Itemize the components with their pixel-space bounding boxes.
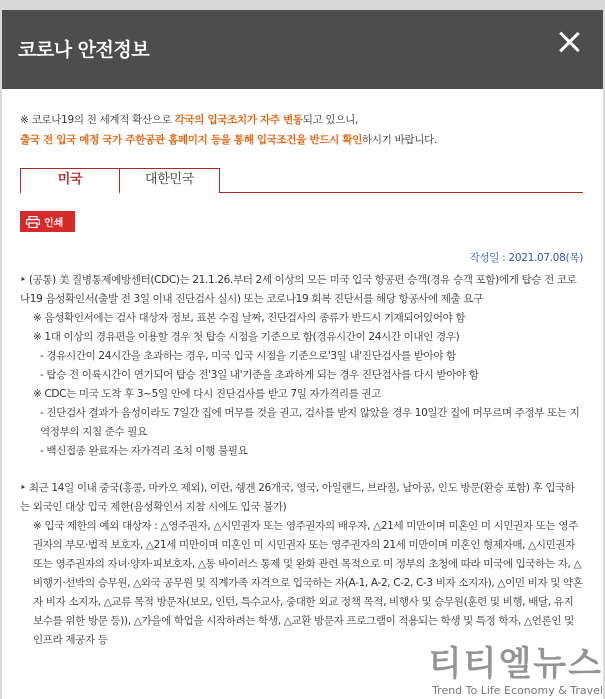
tab-usa[interactable]: 미국 bbox=[20, 168, 120, 194]
safety-content bbox=[20, 271, 583, 650]
corona-safety-modal bbox=[2, 10, 603, 699]
written-date: 작성일 : 2021.07.08(목) bbox=[469, 252, 583, 264]
notice-line2-suffix: 하시기 바랍니다. bbox=[362, 134, 438, 146]
watermark-logo: 티티엘뉴스 bbox=[428, 644, 603, 684]
content-paragraph: ‣ (공통) 美 질병통제예방센터(CDC)는 21.1.26.부터 2세 이상의 모든 미국 입국 항공편 승객(경유 승객 포함)에게 탑승 전 코로나19 음성확인서(출발 전 3일 이내 진단검사 실시) 또는 코로나19 회복 진단서를 해당 항공사에 제출 요구 bbox=[20, 274, 577, 305]
content-paragraph: ‣ 최근 14일 이내 중국(홍콩, 마카오 제외), 이란, 쉥겐 26개국, 영국, 아일랜드, 브라질, 남아공, 인도 방문(환승 포함) 후 입국하는 외국인 대상 입국 제한(음성확인서 지참 시에도 입국 불가) bbox=[20, 482, 575, 513]
content-paragraph: - 탑승 전 이륙시간이 연기되어 탑승 전'3일 내'기준을 초과하게 되는 경우 진단검사를 다시 받아야 함 bbox=[40, 369, 479, 381]
country-tabs bbox=[20, 168, 583, 193]
content-paragraph: ※ 1대 이상의 경유편을 이용할 경우 첫 탑승 시점을 기준으로 함(경유시간이 24시간 이내인 경우) bbox=[33, 331, 460, 343]
notice-line-1 bbox=[20, 110, 583, 130]
notice-line2-highlight: 출국 전 입국 예정 국가 주한공관 홈페이지 등을 통해 입국조건을 반드시 확인 bbox=[20, 134, 363, 146]
print-button-label: 인쇄 bbox=[44, 218, 64, 229]
notice-line1-suffix: 되고 있으니, bbox=[302, 114, 359, 126]
modal-body bbox=[2, 110, 603, 650]
tab-korea[interactable]: 대한민국 bbox=[120, 168, 220, 193]
modal-title: 코로나 안전정보 bbox=[18, 39, 150, 61]
content-paragraph: ※ CDC는 미국 도착 후 3~5일 안에 다시 진단검사를 받고 7일 자가격리를 권고 bbox=[33, 388, 382, 400]
news-watermark bbox=[429, 646, 603, 697]
content-paragraph: - 경유시간이 24시간을 초과하는 경우, 미국 입국 시점을 기준으로'3일 내'진단검사를 받아야 함 bbox=[40, 350, 456, 362]
print-button[interactable] bbox=[20, 211, 75, 232]
content-paragraph: - 백신접종 완료자는 자가격리 조치 이행 불필요 bbox=[40, 445, 248, 457]
content-paragraph: ※ 음성확인서에는 검사 대상자 정보, 표본 수집 날짜, 진단검사의 종류가 반드시 기재되어있어야 함 bbox=[33, 312, 466, 324]
section-gap bbox=[20, 461, 583, 479]
notice-box bbox=[20, 110, 583, 150]
modal-header bbox=[2, 10, 603, 89]
content-paragraph: - 진단검사 결과가 음성이라도 7일간 집에 머무를 것을 권고, 검사를 받지 않았을 경우 10일간 집에 머무르며 주정부 또는 지역정부의 지침 준수 필요 bbox=[40, 407, 580, 438]
watermark-tagline: Trend To Life Economy & Travel bbox=[432, 684, 603, 697]
notice-line-2 bbox=[20, 130, 583, 150]
close-icon[interactable] bbox=[555, 28, 583, 56]
content-paragraph: ※ 입국 제한의 예외 대상자 : △영주권자, △시민권자 또는 영주권자의 배우자, △21세 미만이며 미혼인 미 시민권자 또는 영주권자의 부모·법적 보호자, △21세 미만이며 미혼인 미 시민권자 또는 영주권자의 21세 미만이며 미혼인 형제자매, △시민권자 또는 영주권자의 자녀·양자·피보호자, △동 바이러스 통제 및 완화 관련 목적으로 미 정부의 초청에 따라 미국에 입국하는 자, △비행기·선박의 승무원, △외국 공무원 및 직계가족 자격으로 입국하는 자(A-1, A-2, C-2, C-3 비자 소지자), △이민 비자 및 약혼자 비자 소지자, △교류 목적 방문자(보모, 인턴, 특수교사, 중대한 외교 정책 목적, 비행사 및 승무원(훈련 및 비행, 배달, 유지보수를 위한 방문 등)), △가을에 학업을 시작하려는 학생, △교환 방문자 프로그램이 적용되는 학생 및 특정 학자, △언론인 및 인프라 제공자 등 bbox=[33, 520, 583, 646]
notice-line1-prefix: ※ 코로나19의 전 세계적 확산으로 bbox=[20, 114, 175, 126]
notice-line1-highlight: 각국의 입국조치가 자주 변동 bbox=[174, 114, 303, 126]
printer-icon bbox=[26, 216, 40, 228]
